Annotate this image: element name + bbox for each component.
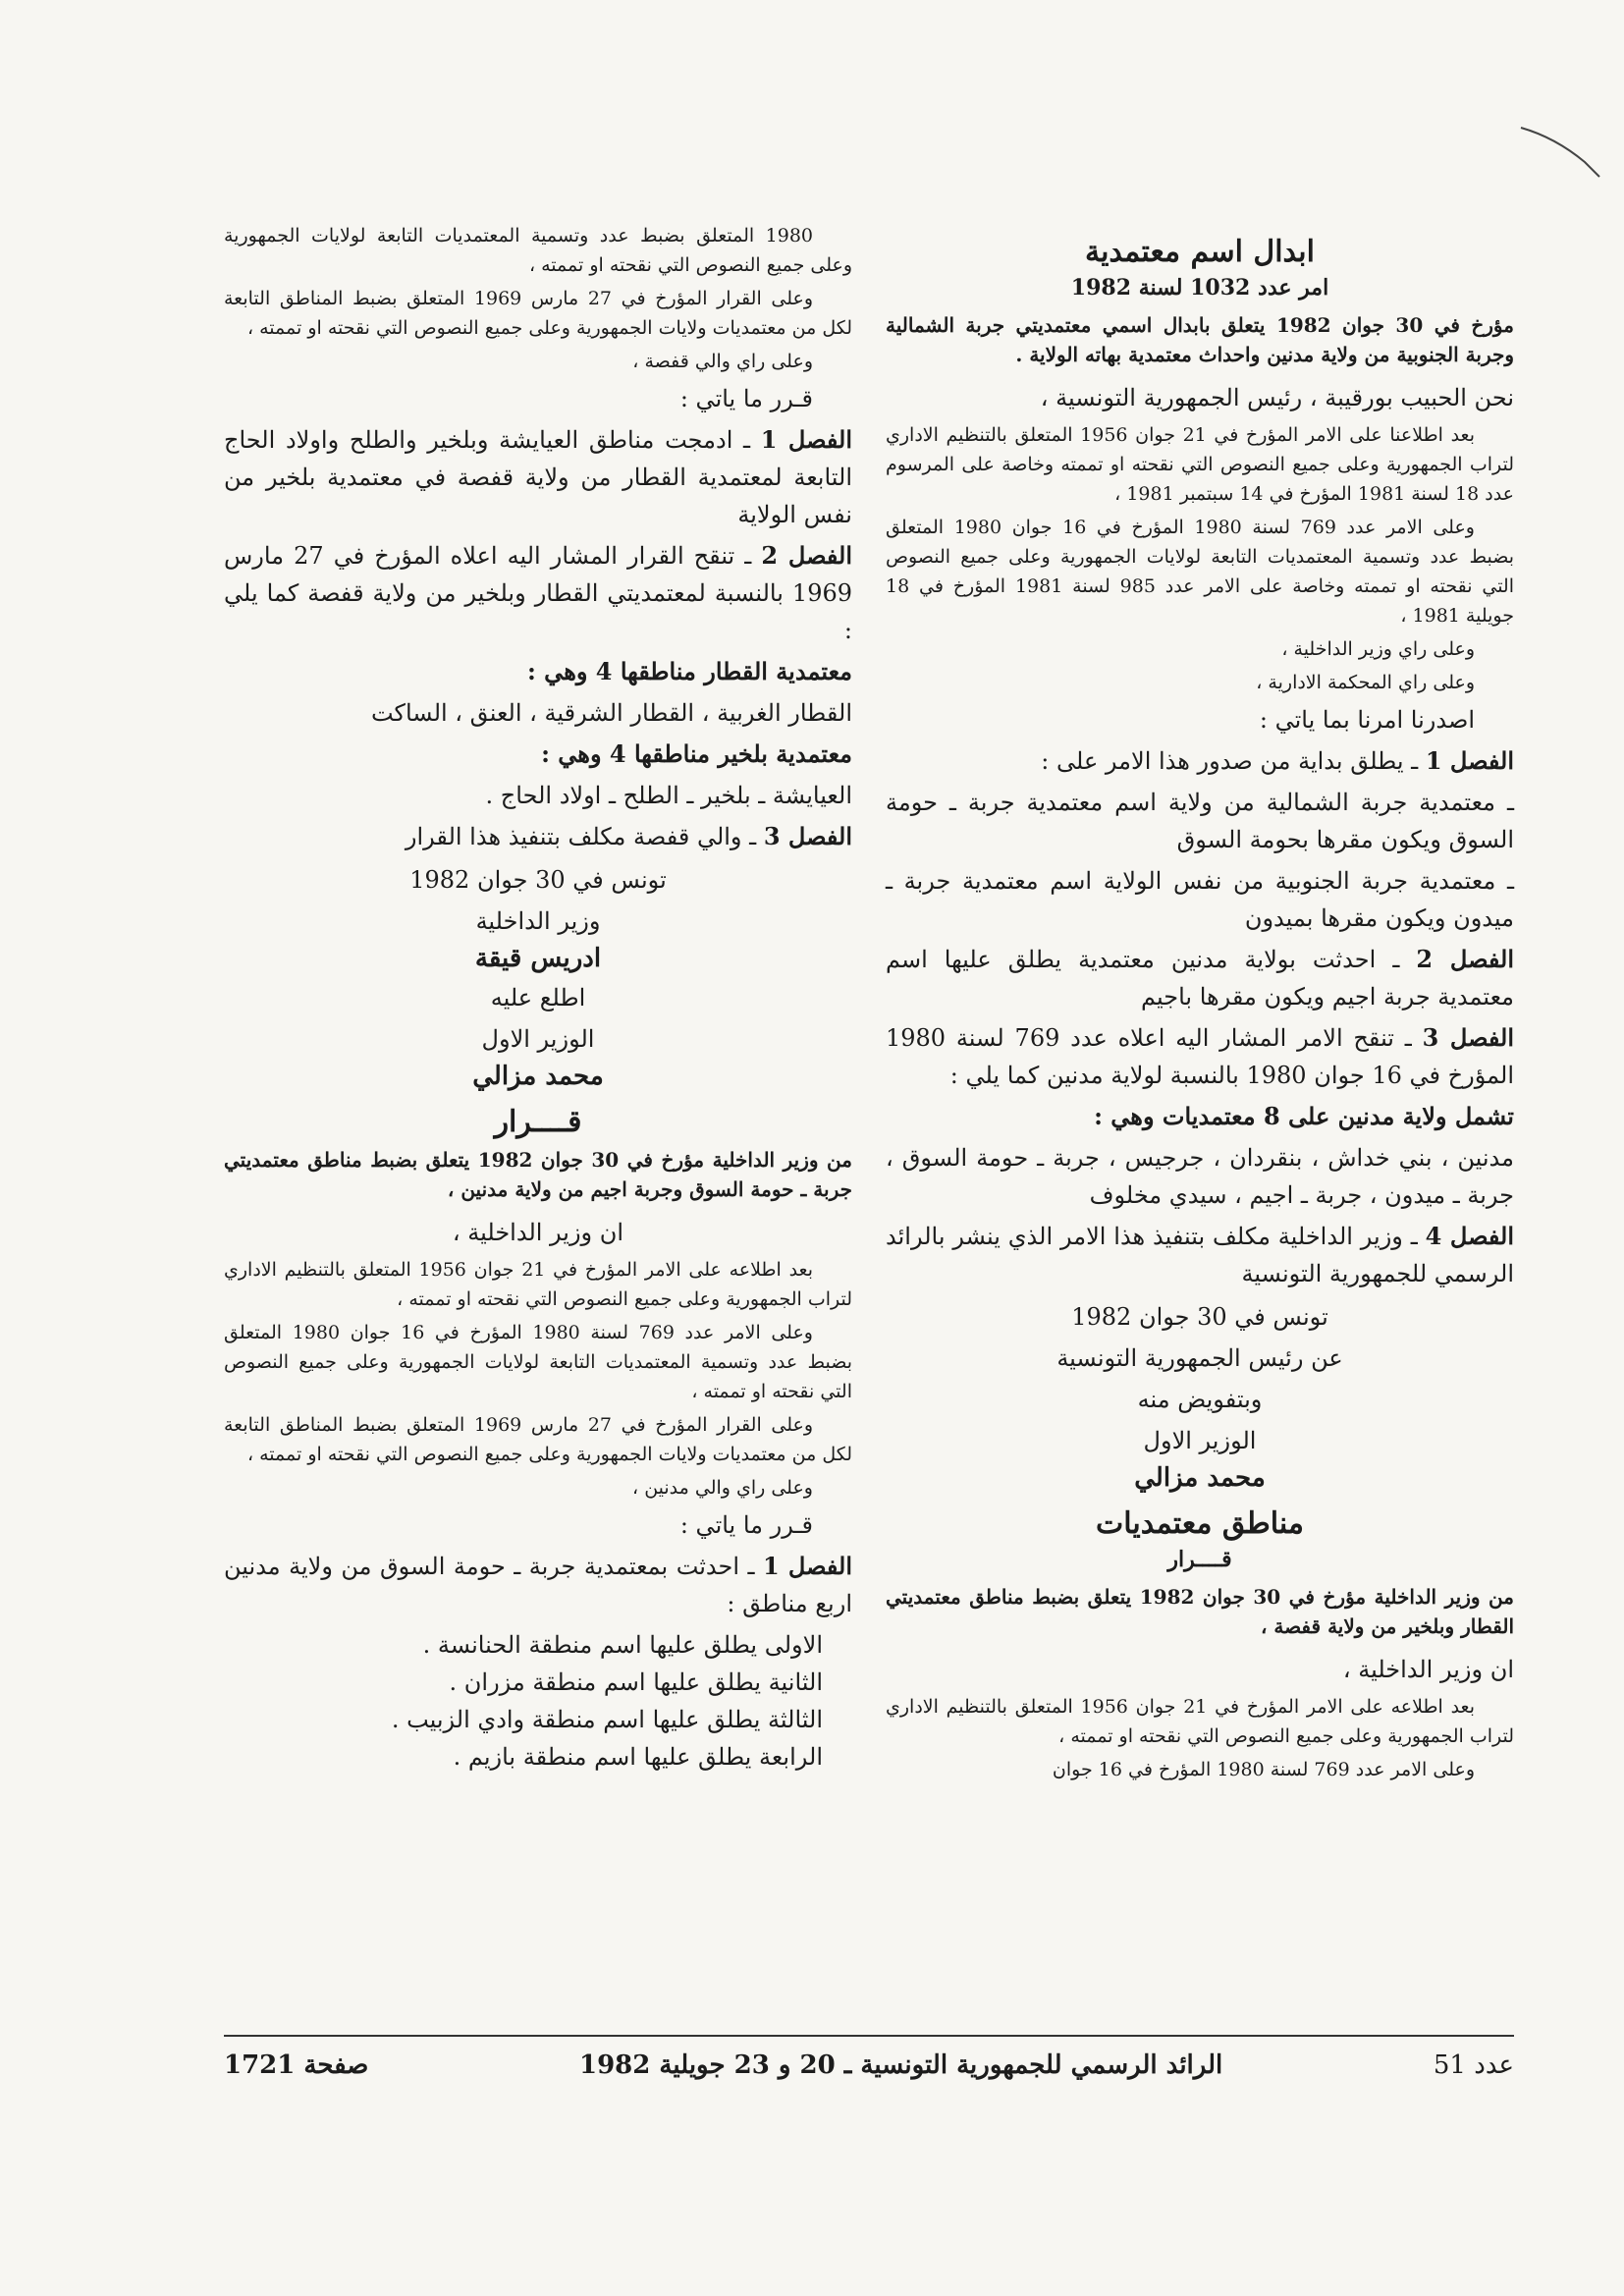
article-2: الفصل 2 ـ تنقح القرار المشار اليه اعلاه المؤرخ في 27 مارس 1969 بالنسبة لمعتمديتي القطار وبلخير من ولاية قفصة كما يلي : <box>224 541 853 644</box>
gazette-name: الرائد الرسمي للجمهورية التونسية <box>860 2050 1223 2080</box>
signature-line: عن رئيس الجمهورية التونسية <box>1056 1344 1343 1372</box>
zone-item: الرابعة يطلق عليها اسم منطقة بازيم . <box>453 1743 823 1771</box>
enactment-line: قـرر ما ياتي : <box>679 1511 813 1539</box>
article-subhead: معتمدية بلخير مناطقها 4 وهي : <box>541 739 852 768</box>
article-2: الفصل 2 ـ احدثت بولاية مدنين معتمدية يطلق عليها اسم معتمدية جربة اجيم ويكون مقرها باجيم <box>886 945 1514 1011</box>
signature-line: الوزير الاول <box>481 1025 595 1053</box>
article-label: الفصل 2 <box>761 541 853 570</box>
gazette-title <box>579 2050 1222 2080</box>
preamble-paragraph: بعد اطلاعه على الامر المؤرخ في 21 جوان 1956 المتعلق بالتنظيم الاداري لتراب الجمهورية وعلى جميع النصوص التي نقحته او تممته ، <box>224 1259 852 1310</box>
decision-head: ان وزير الداخلية ، <box>452 1219 624 1246</box>
article-label: الفصل 1 <box>760 425 853 454</box>
preamble-paragraph: وعلى الامر عدد 769 لسنة 1980 المؤرخ في 16 جوان 1980 المتعلق بضبط عدد وتسمية المعتمديات التابعة لولايات الجمهورية وعلى جميع النصوص التي نقحته او تممته ، <box>224 1322 852 1402</box>
article-1: الفصل 1 ـ ادمجت مناطق العيايشة وبلخير والطلح واولاد الحاج التابعة لمعتمدية القطار من ولاية قفصة في معتمدية بلخير من نفس الولاية <box>224 425 853 528</box>
zone-item: الثالثة يطلق عليها اسم منطقة وادي الزبيب . <box>391 1706 823 1733</box>
enactment-line: قـرر ما ياتي : <box>679 385 813 412</box>
signature-line: اطلع عليه <box>490 984 586 1011</box>
preamble-paragraph: وعلى الامر عدد 769 لسنة 1980 المؤرخ في 16 جوان <box>1052 1759 1475 1780</box>
decision-description: من وزير الداخلية مؤرخ في 30 جوان 1982 يتعلق بضبط مناطق معتمديتي القطار وبلخير من ولاية قفصة ، <box>886 1585 1514 1638</box>
signatory-name: محمد مزالي <box>1134 1463 1266 1493</box>
article-text: تنقح الامر المشار اليه اعلاه عدد 769 لسنة 1980 المؤرخ في 16 جوان 1980 بالنسبة لولاية مدنين كما يلي : <box>886 1024 1514 1089</box>
section-title-decision: قــــرار <box>494 1105 582 1139</box>
signature-block <box>224 861 852 973</box>
signature-date: تونس في 30 جوان 1982 <box>1071 1303 1328 1331</box>
article-text: تنقح القرار المشار اليه اعلاه المؤرخ في 27 مارس 1969 بالنسبة لمعتمديتي القطار وبلخير من ولاية قفصة كما يلي : <box>224 542 852 644</box>
decision-head: ان وزير الداخلية ، <box>1342 1656 1514 1683</box>
article-label: الفصل 1 <box>1425 746 1514 775</box>
issue-dates: ـ 20 و 23 جويلية 1982 <box>579 2050 852 2080</box>
right-column <box>886 221 1514 1788</box>
preamble-head: نحن الحبيب بورقيبة ، رئيس الجمهورية التونسية ، <box>1040 384 1514 411</box>
left-column <box>224 221 852 1776</box>
article-label: الفصل 4 <box>1425 1222 1514 1250</box>
signature-date: تونس في 30 جوان 1982 <box>409 866 667 894</box>
article-subhead: تشمل ولاية مدنين على 8 معتمديات وهي : <box>1094 1102 1514 1130</box>
countersign-block <box>224 979 852 1091</box>
signature-line: وبتفويض منه <box>1137 1386 1263 1413</box>
preamble-paragraph: بعد اطلاعه على الامر المؤرخ في 21 جوان 1956 المتعلق بالتنظيم الاداري لتراب الجمهورية وعلى جميع النصوص التي نقحته او تممته ، <box>886 1696 1514 1747</box>
scan-artifact-mark <box>1516 118 1604 187</box>
decision-description: من وزير الداخلية مؤرخ في 30 جوان 1982 يتعلق بضبط مناطق معتمديتي جربة ـ حومة السوق وجربة اجيم من ولاية مدنين ، <box>224 1148 852 1201</box>
article-text: احدثت بولاية مدنين معتمدية يطلق عليها اسم معتمدية جربة اجيم ويكون مقرها باجيم <box>886 946 1514 1011</box>
article-label: الفصل 2 <box>1416 945 1514 973</box>
preamble-paragraph: وعلى راي وزير الداخلية ، <box>1281 638 1475 660</box>
zone-item: الثانية يطلق عليها اسم منطقة مزران . <box>449 1668 823 1696</box>
enactment-line: اصدرنا امرنا بما ياتي : <box>1259 706 1475 734</box>
preamble-paragraph: وعلى راي والي مدنين ، <box>632 1477 813 1499</box>
preamble-paragraph: وعلى القرار المؤرخ في 27 مارس 1969 المتعلق بضبط المناطق التابعة لكل من معتمديات ولايات الجمهورية وعلى جميع النصوص التي نقحته او تممته ، <box>224 1414 852 1465</box>
zone-item: الاولى يطلق عليها اسم منطقة الحنانسة . <box>422 1631 823 1659</box>
article-4: الفصل 4 ـ وزير الداخلية مكلف بتنفيذ هذا الامر الذي ينشر بالرائد الرسمي للجمهورية التونسية <box>886 1222 1514 1287</box>
article-subhead: معتمدية القطار مناطقها 4 وهي : <box>526 657 852 685</box>
preamble-paragraph: وعلى راي المحكمة الادارية ، <box>1256 672 1475 693</box>
article-1: الفصل 1 ـ يطلق بداية من صدور هذا الامر على : <box>1041 746 1514 775</box>
article-3: الفصل 3 ـ والي قفصة مكلف بتنفيذ هذا القرار <box>405 822 852 850</box>
article-text: والي قفصة مكلف بتنفيذ هذا القرار <box>405 823 742 850</box>
decree-description: مؤرخ في 30 جوان 1982 يتعلق بابدال اسمي معتمديتي جربة الشمالية وجربة الجنوبية من ولاية مدنين واحداث معتمدية بهاته الولاية . <box>886 313 1514 366</box>
section-title-zones: مناطق معتمديات <box>1095 1506 1305 1541</box>
decree-number: امر عدد 1032 لسنة 1982 <box>1070 275 1329 301</box>
article-text: ادمجت مناطق العيايشة وبلخير والطلح واولاد الحاج التابعة لمعتمدية القطار من ولاية قفصة في معتمدية بلخير من نفس الولاية <box>224 426 852 528</box>
article-text: يطلق بداية من صدور هذا الامر على : <box>1041 747 1404 775</box>
continued-paragraph: وعلى القرار المؤرخ في 27 مارس 1969 المتعلق بضبط المناطق التابعة لكل من معتمديات ولايات الجمهورية وعلى جميع النصوص التي نقحته او تممته ، <box>224 288 852 339</box>
signature-line: وزير الداخلية <box>475 907 601 935</box>
signature-line: الوزير الاول <box>1143 1427 1257 1454</box>
article-text: احدثت بمعتمدية جربة ـ حومة السوق من ولاية مدنين اربع مناطق : <box>224 1553 852 1617</box>
section-subtitle: قــــرار <box>1167 1547 1232 1572</box>
footer-divider <box>224 2035 1514 2037</box>
signature-block <box>886 1298 1514 1493</box>
page-number: صفحة 1721 <box>224 2050 369 2080</box>
delegation-list: مدنين ، بني خداش ، بنقردان ، جرجيس ، جربة ـ حومة السوق ، جربة ـ ميدون ، جربة ـ اجيم ، سيدي مخلوف <box>886 1144 1514 1209</box>
section-title-rename: ابدال اسم معتمدية <box>1084 235 1315 269</box>
continued-paragraph: 1980 المتعلق بضبط عدد وتسمية المعتمديات التابعة لولايات الجمهورية وعلى جميع النصوص التي نقحته او تممته ، <box>224 225 852 276</box>
signatory-name: ادريس قيقة <box>474 944 602 973</box>
preamble-paragraph: بعد اطلاعنا على الامر المؤرخ في 21 جوان 1956 المتعلق بالتنظيم الاداري لتراب الجمهورية وعلى جميع النصوص التي نقحته او تممته وخاصة على المرسوم عدد 18 لسنة 1981 المؤرخ في 14 سبتمبر 1981 ، <box>886 424 1514 505</box>
article-1: الفصل 1 ـ احدثت بمعتمدية جربة ـ حومة السوق من ولاية مدنين اربع مناطق : <box>224 1552 852 1617</box>
continued-paragraph: وعلى راي والي قفصة ، <box>632 351 813 372</box>
article-label: الفصل 3 <box>1422 1023 1515 1052</box>
signatory-name: محمد مزالي <box>472 1062 604 1091</box>
zone-list: العيايشة ـ بلخير ـ الطلح ـ اولاد الحاج . <box>485 782 852 809</box>
page-footer <box>224 2050 1514 2080</box>
article-item: ـ معتمدية جربة الشمالية من ولاية اسم معتمدية جربة ـ حومة السوق ويكون مقرها بحومة السوق <box>886 789 1514 853</box>
article-item: ـ معتمدية جربة الجنوبية من نفس الولاية اسم معتمدية جربة ـ ميدون ويكون مقرها بميدون <box>886 867 1514 932</box>
zone-list: القطار الغربية ، القطار الشرقية ، العنق ، الساكت <box>370 699 852 727</box>
article-text: وزير الداخلية مكلف بتنفيذ هذا الامر الذي ينشر بالرائد الرسمي للجمهورية التونسية <box>886 1223 1514 1287</box>
article-3: الفصل 3 ـ تنقح الامر المشار اليه اعلاه عدد 769 لسنة 1980 المؤرخ في 16 جوان 1980 بالنسبة لولاية مدنين كما يلي : <box>886 1023 1515 1089</box>
issue-number: عدد 51 <box>1433 2050 1514 2080</box>
article-label: الفصل 3 <box>763 822 852 850</box>
article-label: الفصل 1 <box>763 1552 852 1580</box>
preamble-paragraph: وعلى الامر عدد 769 لسنة 1980 المؤرخ في 16 جوان 1980 المتعلق بضبط عدد وتسمية المعتمديات التابعة لولايات الجمهورية وعلى جميع النصوص التي نقحته او تممته وخاصة على الامر عدد 985 لسنة 1981 المؤرخ في 18 جويلية 1981 ، <box>886 517 1514 627</box>
